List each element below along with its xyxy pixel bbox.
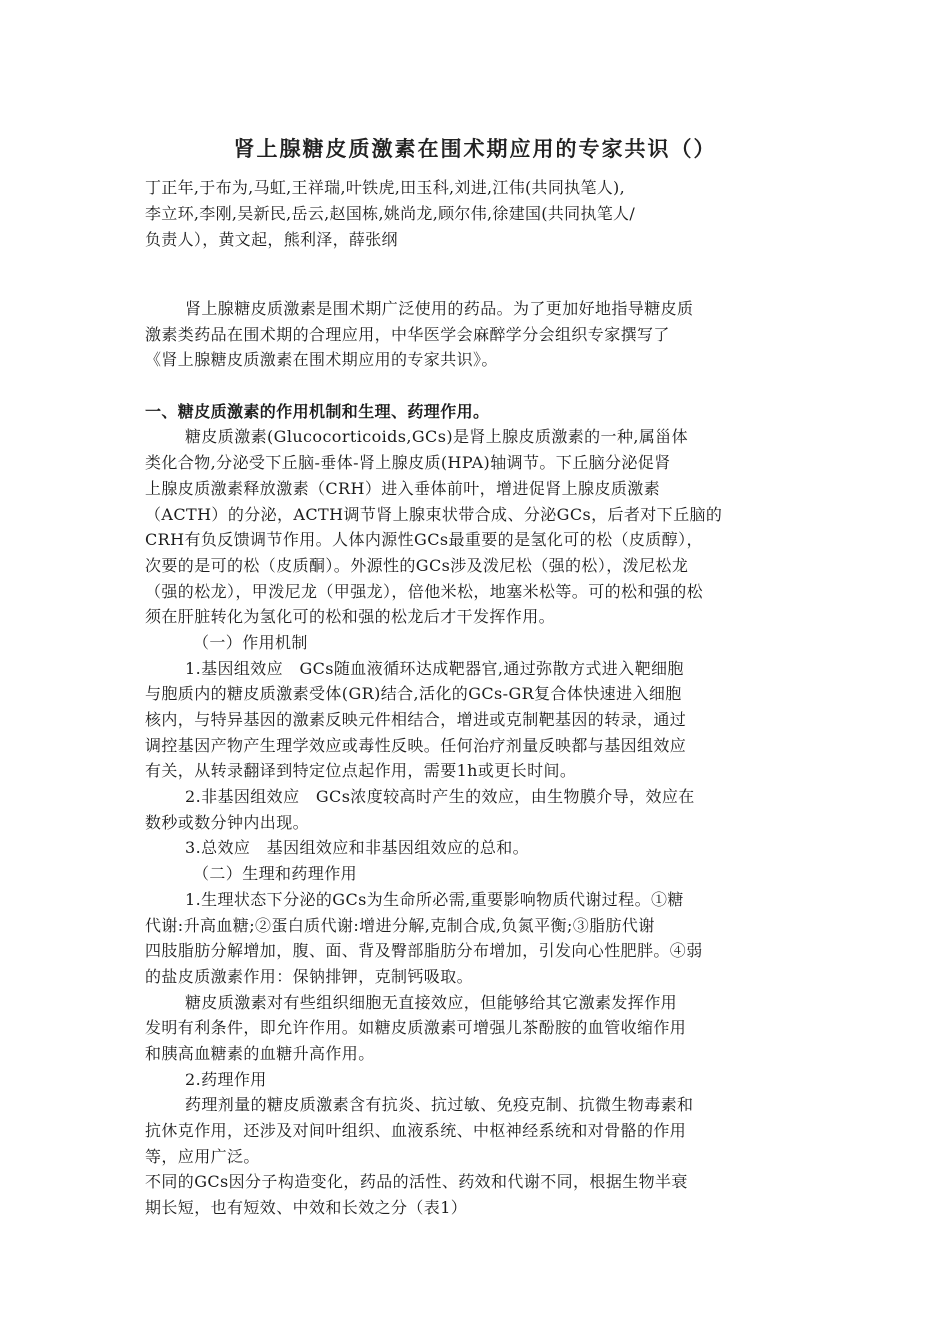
paragraph-line: 核内，与特异基因的激素反映元件相结合，增进或克制靶基因的转录，通过 [145, 710, 687, 729]
paragraph-line: 3.总效应 基因组效应和非基因组效应的总和。 [185, 838, 530, 858]
author-list [145, 175, 815, 253]
paragraph-line: 1.生理状态下分泌的GCs为生命所必需,重要影响物质代谢过程。①糖 [185, 889, 684, 909]
paragraph-line: 不同的GCs因分子构造变化，药品的活性、药效和代谢不同，根据生物半衰 [145, 1172, 688, 1192]
paragraph-line: 与胞质内的糖皮质激素受体(GR)结合,活化的GCs-GR复合体快速进入细胞 [145, 684, 682, 704]
paragraph-line: 和胰高血糖素的血糖升高作用。 [145, 1043, 375, 1063]
subsection-heading: （二）生理和药理作用 [193, 864, 358, 884]
paragraph-line: 类化合物,分泌受下丘脑-垂体-肾上腺皮质(HPA)轴调节。下丘脑分泌促肾 [145, 453, 671, 473]
paragraph-line: 2.非基因组效应 GCs浓度较高时产生的效应，由生物膜介导，效应在 [185, 787, 695, 807]
author-line: 负责人），黄文起，熊利泽，薛张纲 [145, 230, 398, 249]
subsection-heading: 2.药理作用 [185, 1069, 267, 1089]
paragraph-line: 须在肝脏转化为氢化可的松和强的松龙后才干发挥作用。 [145, 607, 556, 627]
paragraph-line: 上腺皮质激素释放激素（CRH）进入垂体前叶，增进促肾上腺皮质激素 [145, 478, 661, 498]
paragraph-line: 1.基因组效应 GCs随血液循环达成靶器官,通过弥散方式进入靶细胞 [185, 658, 684, 678]
paragraph-line: 的盐皮质激素作用：保钠排钾，克制钙吸取。 [145, 966, 474, 986]
paragraph-line: 抗休克作用，还涉及对间叶组织、血液系统、中枢神经系统和对骨骼的作用 [145, 1121, 687, 1140]
paragraph-line: 四肢脂肪分解增加，腹、面、背及臀部脂肪分布增加，引发向心性肥胖。④弱 [145, 941, 703, 961]
paragraph-line: 代谢:升高血糖;②蛋白质代谢:增进分解,克制合成,负氮平衡;③脂肪代谢 [145, 915, 655, 935]
document-body [145, 296, 815, 1221]
intro-line: 《肾上腺糖皮质激素在围术期应用的专家共识》。 [145, 350, 498, 370]
paragraph-line: 糖皮质激素(Glucocorticoids,GCs)是肾上腺皮质激素的一种,属甾体 [185, 427, 689, 447]
paragraph-line: 有关，从转录翻译到特定位点起作用，需要1h或更长时间。 [145, 761, 577, 781]
author-line: 李立环,李刚,吴新民,岳云,赵国栋,姚尚龙,顾尔伟,徐建国(共同执笔人/ [145, 204, 636, 223]
section-heading: 一、糖皮质激素的作用机制和生理、药理作用。 [145, 401, 490, 421]
paragraph-line: CRH有负反馈调节作用。人体内源性GCs最重要的是氢化可的松（皮质醇）， [145, 530, 703, 550]
paragraph-line: 等，应用广泛。 [145, 1146, 260, 1166]
paragraph-line: 发明有利条件，即允许作用。如糖皮质激素可增强儿茶酚胺的血管收缩作用 [145, 1018, 687, 1038]
paragraph-line: 糖皮质激素对有些组织细胞无直接效应，但能够给其它激素发挥作用 [185, 992, 678, 1012]
document-title: 肾上腺糖皮质激素在围术期应用的专家共识（） [233, 137, 717, 161]
intro-line: 肾上腺糖皮质激素是围术期广泛使用的药品。为了更加好地指导糖皮质 [185, 299, 694, 318]
paragraph-line: 数秒或数分钟内出现。 [145, 812, 310, 832]
paragraph-line: 调控基因产物产生理学效应或毒性反映。任何治疗剂量反映都与基因组效应 [145, 735, 687, 755]
paragraph-line: 期长短，也有短效、中效和长效之分（表1） [145, 1198, 468, 1218]
intro-line: 激素类药品在围术期的合理应用，中华医学会麻醉学分会组织专家撰写了 [145, 324, 670, 344]
paragraph-line: 药理剂量的糖皮质激素含有抗炎、抗过敏、免疫克制、抗微生物毒素和 [185, 1095, 694, 1115]
subsection-heading: （一）作用机制 [193, 632, 308, 652]
paragraph-line: 次要的是可的松（皮质酮）。外源性的GCs涉及泼尼松（强的松），泼尼松龙 [145, 555, 689, 575]
paragraph-line: （强的松龙），甲泼尼龙（甲强龙），倍他米松，地塞米松等。可的松和强的松 [145, 581, 704, 601]
paragraph-line: （ACTH）的分泌，ACTH调节肾上腺束状带合成、分泌GCs，后者对下丘脑的 [145, 504, 723, 524]
author-line: 丁正年,于布为,马虹,王祥瑞,叶铁虎,田玉科,刘进,江伟(共同执笔人), [145, 178, 625, 197]
